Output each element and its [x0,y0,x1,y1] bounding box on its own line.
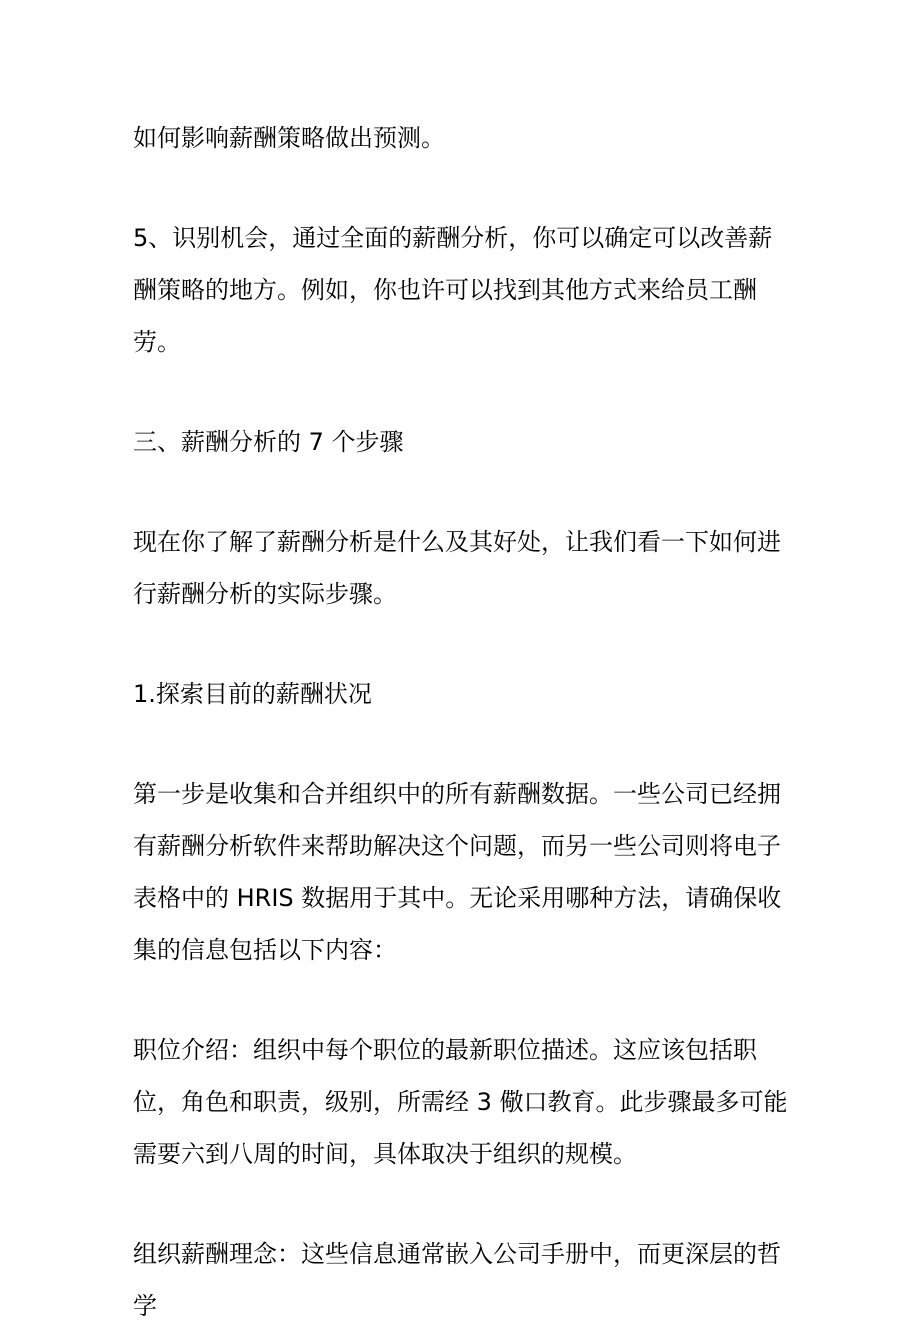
paragraph-compensation-philosophy: 组织薪酬理念：这些信息通常嵌入公司手册中，而更深层的哲学 [133,1240,781,1320]
paragraph-forecast: 如何影响薪酬策略做出预测。 [133,124,445,152]
paragraph-intro-steps: 现在你了解了薪酬分析是什么及其好处，让我们看一下如何进行薪酬分析的实际步骤。 [133,528,781,608]
paragraph-job-descriptions: 职位介绍：组织中每个职位的最新职位描述。这应该包括职位，角色和职责，级别，所需经 3 儆口教育。此步骤最多可能需要六到八周的时间，具体取决于组织的规模。 [133,1036,788,1168]
document-body [133,112,793,1332]
paragraph-identify-opportunities: 5、识别机会，通过全面的薪酬分析，你可以确定可以改善薪酬策略的地方。例如，你也许可以找到其他方式来给员工酬劳。 [133,224,773,356]
paragraph-collect-data: 第一步是收集和合并组织中的所有薪酬数据。一些公司已经拥有薪酬分析软件来帮助解决这个问题，而另一些公司则将电子表格中的 HRIS 数据用于其中。无论采用哪种方法，请确保收集的信息包括以下内容： [133,780,782,964]
step-heading-explore-current: 1.探索目前的薪酬状况 [133,680,372,708]
section-heading-seven-steps: 三、薪酬分析的 7 个步骤 [133,428,404,456]
